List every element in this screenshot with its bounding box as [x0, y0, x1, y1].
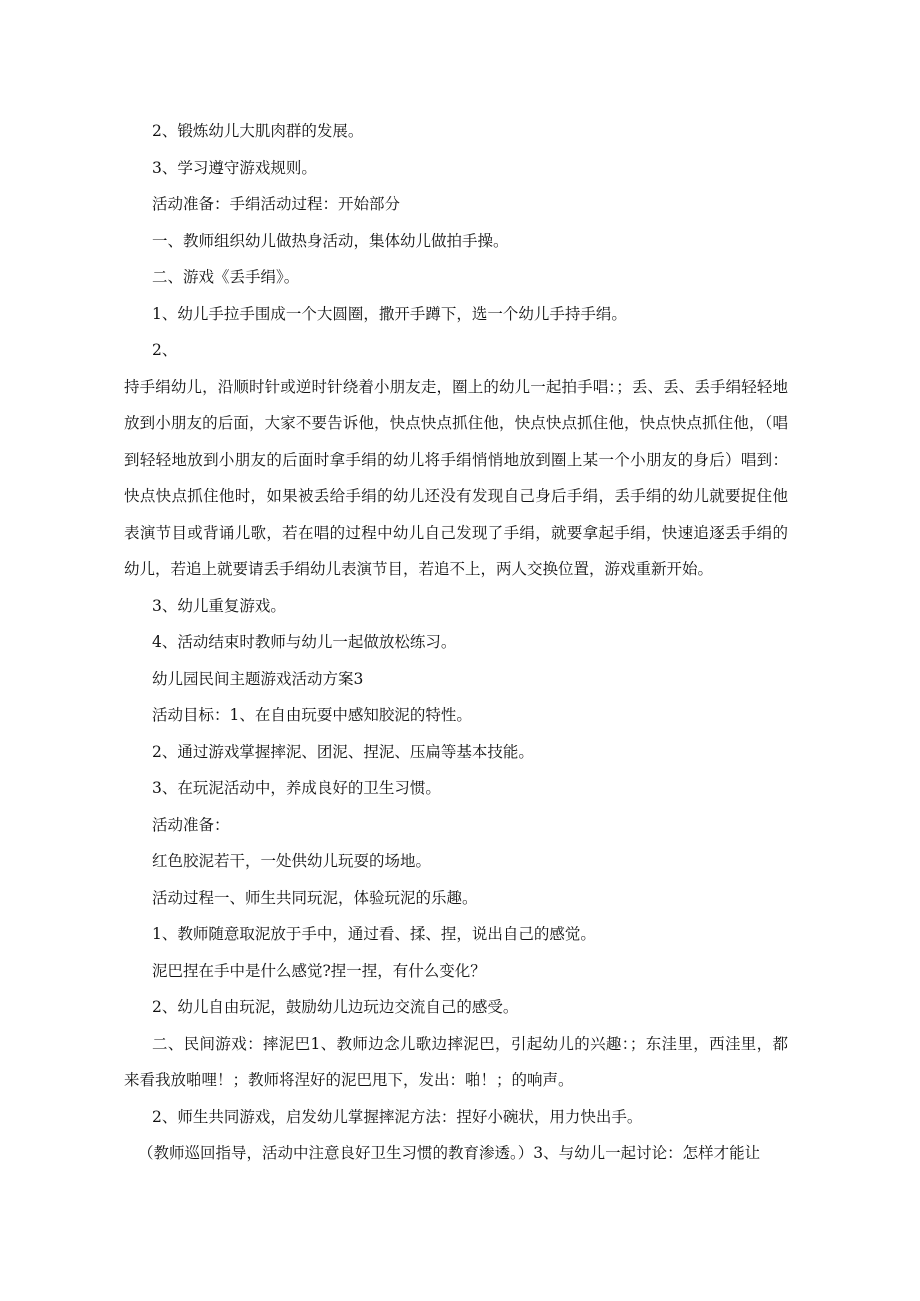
- text-line: 2、幼儿自由玩泥，鼓励幼儿边玩边交流自己的感受。: [152, 998, 519, 1016]
- text-line: 2、: [152, 341, 178, 359]
- text-line: 3、在玩泥活动中，养成良好的卫生习惯。: [152, 779, 441, 797]
- text-line: 4、活动结束时教师与幼儿一起做放松练习。: [152, 633, 457, 651]
- section-heading: 幼儿园民间主题游戏活动方案3: [152, 669, 364, 688]
- text-line: （教师巡回指导，活动中注意良好卫生习惯的教育渗透。）3、与幼儿一起讨论：怎样才能让: [138, 1144, 761, 1162]
- text-line: 3、幼儿重复游戏。: [152, 596, 286, 615]
- text-line: 红色胶泥若干，一处供幼儿玩耍的场地。: [152, 852, 432, 870]
- text-line: 泥巴捏在手中是什么感觉?捏一捏，有什么变化？: [152, 961, 486, 980]
- folk-game-paragraph: 二、民间游戏：摔泥巴1、教师边念儿歌边摔泥巴，引起幼儿的兴趣：；东洼里，西洼里，都来看我放啪哩！；教师将涅好的泥巴甩下，发出：啪！；的响声。: [124, 1034, 788, 1089]
- text-line: 活动准备：手绢活动过程：开始部分: [152, 195, 401, 213]
- text-line: 2、师生共同游戏，启发幼儿掌握摔泥方法：捏好小碗状，用力快出手。: [152, 1107, 643, 1126]
- game-rules-paragraph: 持手绢幼儿，沿顺时针或逆时针绕着小朋友走，圈上的幼儿一起拍手唱：；丢、丢、丢手绢轻轻地放到小朋友的后面，大家不要告诉他，快点快点抓住他，快点快点抓住他，快点快点抓住他，（唱到轻轻地放到小朋友的后面时拿手绢的幼儿将手绢悄悄地放到圈上某一个小朋友的身后）唱到：快点快点抓住他时，如果被丢给手绢的幼儿还没有发现自己身后手绢，丢手绢的幼儿就要捉住他表演节目或背诵儿歌，若在唱的过程中幼儿自己发现了手绢，就要拿起手绢，快速追逐丢手绢的幼儿，若追上就要请丢手绢幼儿表演节目，若追不上，两人交换位置，游戏重新开始。: [124, 377, 788, 578]
- text-line: 二、游戏《丢手绢》。: [152, 268, 300, 286]
- text-line: 2、锻炼幼儿大肌肉群的发展。: [152, 122, 364, 140]
- text-line: 1、教师随意取泥放于手中，通过看、揉、捏，说出自己的感觉。: [152, 925, 596, 943]
- text-line: 一、教师组织幼儿做热身活动，集体幼儿做拍手操。: [152, 231, 509, 250]
- text-line: 2、通过游戏掌握摔泥、团泥、捏泥、压扁等基本技能。: [152, 742, 534, 761]
- text-line: 活动过程一、师生共同玩泥，体验玩泥的乐趣。: [152, 888, 478, 907]
- text-line: 1、幼儿手拉手围成一个大圆圈，撒开手蹲下，选一个幼儿手持手绢。: [152, 304, 627, 323]
- document-body: [124, 113, 788, 1172]
- text-line: 活动目标：1、在自由玩耍中感知胶泥的特性。: [152, 706, 472, 724]
- text-line: 活动准备：: [152, 815, 230, 834]
- text-line: 3、学习遵守游戏规则。: [152, 158, 317, 177]
